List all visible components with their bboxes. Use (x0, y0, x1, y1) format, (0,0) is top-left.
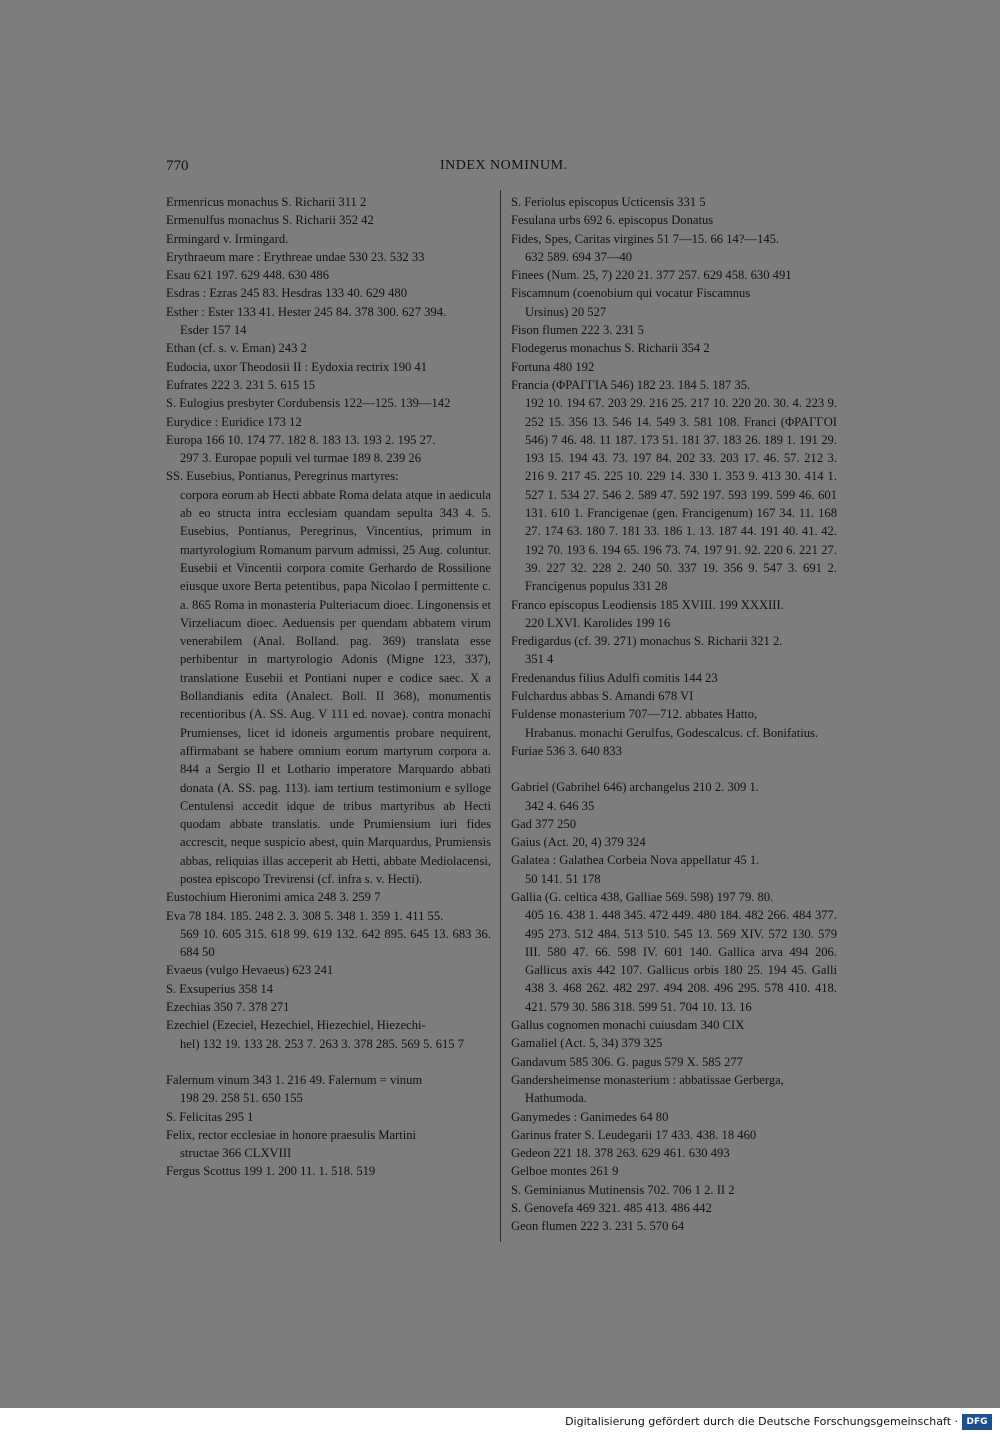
index-entry (511, 1217, 837, 1235)
index-entry (166, 284, 491, 302)
entry-continuation: corpora eorum ab Hecti abbate Roma delata atque in aedicula ab eo structa intra ecclesiam quandam sepulta 343 4. 5. Eusebius, Pontianus, Peregrinus, Vincentius, primum in martyrologium Romanum parvum admissi, 25 Aug. coluntur. Eusebii et Vincentii corpora comite Gerhardo de Rossilione eiusque uxore Berta petentibus, papa Nicolao I permittente c. a. 865 Roma in monasteria Pulteriacum dioec. Lingonensis et Virzeliacum dioec. Aeduensis per quendam abbatem virum venerabilem (Anal. Bolland. pag. 369) translata esse perhibentur in martyrologio Adonis (Migne 123, 337), translatione Eusebii et Pontiani nuper e codice saec. X a Bollandianis edita (Analect. Boll. II 368), monumentis recentioribus (A. SS. Aug. V 111 ed. novae). contra monachi Prumienses, licet id idoneis argumentis probare nequirent, affirmabant se habere omnium eorum martyrum corpora a. 844 a Sergio II et Lothario imperatore Marquardo abbati donata (A. SS. pag. 113). iam tertium testimonium e sylloge Centulensi accedit idque de tribus martyribus ab Hecti quodam abbate translatis. unde Prumiensium iuri fides accrescit, neque suspicio abest, quin Marquardus, Prumiensis abbas, reliquias illas acceperit ab Hetti, abbate Mediolacensi, postea episcopo Trevirensi (cf. infra s. v. Hecti). (180, 487, 491, 886)
index-entry (511, 321, 837, 339)
entry-continuation: structae 366 CLXVIII (180, 1146, 292, 1161)
index-entry (511, 851, 837, 888)
entry-continuation: 192 10. 194 67. 203 29. 216 25. 217 10. 220 20. 30. 4. 223 9. 252 15. 356 13. 546 14. 549 3. 581 108. Franci (ΦΡΑΓΓΟΙ 546) 7 46. 48. 11 187. 173 51. 181 37. 183 26. 189 1. 191 29. 193 15. 194 43. 73. 197 84. 202 33. 203 17. 46. 57. 212 3. 216 9. 217 45. 225 10. 229 14. 330 1. 353 9. 413 30. 414 1. 527 1. 534 27. 546 2. 589 47. 592 197. 593 199. 599 46. 601 131. 610 1. Francigenae (gen. Francigenum) 167 34. 11. 168 27. 174 63. 180 7. 181 33. 186 1. 13. 187 44. 191 40. 41. 42. 192 70. 193 6. 194 65. 196 73. 74. 197 91. 92. 220 6. 221 27. 39. 227 32. 228 2. 240 50. 337 19. 356 9. 547 3. 691 2. Francigenus populus 331 28 (525, 396, 837, 594)
index-entry (511, 339, 837, 357)
entry-head: SS. Eusebius, Pontianus, Peregrinus martyres: (166, 469, 399, 484)
index-entry (166, 961, 491, 979)
entry-head: Esther : Ester 133 41. Hester 245 84. 378 300. 627 394. (166, 304, 447, 319)
entry-head: Fergus Scottus 199 1. 200 11. 1. 518. 519 (166, 1164, 376, 1179)
entry-continuation: 342 4. 646 35 (525, 798, 595, 813)
column-divider (500, 190, 501, 1242)
index-entry (166, 358, 491, 376)
entry-head: Europa 166 10. 174 77. 182 8. 183 13. 193 2. 195 27. (166, 432, 436, 447)
entry-continuation: 632 589. 694 37—40 (525, 249, 633, 264)
entry-head: Garinus frater S. Leudegarii 17 433. 438. 18 460 (511, 1127, 757, 1142)
index-entry (166, 431, 491, 468)
index-entry (511, 669, 837, 687)
entry-head: S. Eulogius presbyter Cordubensis 122—125. 139—142 (166, 396, 451, 411)
entry-head: Esau 621 197. 629 448. 630 486 (166, 268, 330, 283)
index-entry (511, 742, 837, 760)
running-title: INDEX NOMINUM. (440, 158, 568, 173)
index-entry (166, 394, 491, 412)
entry-head: S. Geminianus Mutinensis 702. 706 1 2. II 2 (511, 1182, 735, 1197)
entry-continuation: Hrabanus. monachi Gerulfus, Godescalcus. cf. Bonifatius. (525, 725, 819, 740)
index-entry (166, 888, 491, 906)
index-entry (511, 1162, 837, 1180)
index-entry (511, 833, 837, 851)
index-entry (166, 413, 491, 431)
index-entry (511, 284, 837, 321)
entry-continuation: 297 3. Europae populi vel turmae 189 8. 239 26 (180, 451, 421, 466)
index-entry (511, 1126, 837, 1144)
entry-head: Ezechiel (Ezeciel, Hezechiel, Hiezechiel, Hiezechi- (166, 1018, 426, 1033)
index-entry (511, 1034, 837, 1052)
entry-head: Ezechias 350 7. 378 271 (166, 1000, 290, 1015)
entry-head: Eustochium Hieronimi amica 248 3. 259 7 (166, 890, 381, 905)
index-entry (166, 1016, 491, 1053)
footer-bar (0, 1408, 1000, 1434)
index-entry (166, 211, 491, 229)
index-entry (166, 467, 491, 888)
entry-head: Franco episcopus Leodiensis 185 XVIII. 199 XXXIII. (511, 597, 784, 612)
index-entry (511, 266, 837, 284)
index-entry (166, 248, 491, 266)
entry-head: Falernum vinum 343 1. 216 49. Falernum = vinum (166, 1072, 423, 1087)
entry-head: S. Felicitas 295 1 (166, 1109, 254, 1124)
index-entry (511, 211, 837, 229)
index-entry (166, 266, 491, 284)
entry-head: Fredigardus (cf. 39. 271) monachus S. Richarii 321 2. (511, 634, 783, 649)
index-entry (166, 998, 491, 1016)
entry-head: Eudocia, uxor Theodosii II : Eydoxia rectrix 190 41 (166, 359, 428, 374)
entry-head: Gedeon 221 18. 378 263. 629 461. 630 493 (511, 1146, 730, 1161)
entry-head: Fredenandus filius Adulfi comitis 144 23 (511, 670, 718, 685)
entry-head: Fiscamnum (coenobium qui vocatur Fiscamnus (511, 286, 751, 301)
entry-head: Gabriel (Gabrihel 646) archangelus 210 2. 309 1. (511, 780, 759, 795)
entry-continuation: Hathumoda. (525, 1091, 587, 1106)
index-entry (166, 376, 491, 394)
index-entry (511, 1016, 837, 1034)
index-entry (511, 1071, 837, 1108)
entry-head: Galatea : Galathea Corbeia Nova appellatur 45 1. (511, 853, 760, 868)
entry-head: Gandavum 585 306. G. pagus 579 X. 585 277 (511, 1054, 743, 1069)
entry-head: Ganymedes : Ganimedes 64 80 (511, 1109, 669, 1124)
entry-head: Gad 377 250 (511, 816, 577, 831)
entry-head: Francia (ΦΡΑΓΓΙΑ 546) 182 23. 184 5. 187 35. (511, 377, 751, 392)
entry-head: Gallia (G. celtica 438, Galliae 569. 598) 197 79. 80. (511, 889, 774, 904)
index-entry (511, 193, 837, 211)
index-entry (511, 888, 837, 1016)
index-entry (511, 778, 837, 815)
entry-continuation: 351 4 (525, 652, 554, 667)
entry-head: Fuldense monasterium 707—712. abbates Hatto, (511, 707, 758, 722)
entry-head: Esdras : Ezras 245 83. Hesdras 133 40. 629 480 (166, 286, 407, 301)
entry-head: Eva 78 184. 185. 248 2. 3. 308 5. 348 1. 359 1. 411 55. (166, 908, 444, 923)
entry-head: Fesulana urbs 692 6. episcopus Donatus (511, 213, 714, 228)
index-entry (166, 339, 491, 357)
entry-head: Fison flumen 222 3. 231 5 (511, 323, 644, 338)
index-entry (511, 596, 837, 633)
entry-head: S. Genovefa 469 321. 485 413. 486 442 (511, 1201, 712, 1216)
entry-head: Furiae 536 3. 640 833 (511, 743, 622, 758)
entry-continuation: 220 LXVI. Karolides 199 16 (525, 615, 671, 630)
entry-head: Gallus cognomen monachi cuiusdam 340 CIX (511, 1018, 745, 1033)
entry-head: Ermenricus monachus S. Richarii 311 2 (166, 195, 367, 209)
entry-head: Fulchardus abbas S. Amandi 678 VI (511, 689, 694, 704)
entry-head: Evaeus (vulgo Hevaeus) 623 241 (166, 963, 334, 978)
index-entry (166, 1162, 491, 1180)
entry-head: Geon flumen 222 3. 231 5. 570 64 (511, 1219, 685, 1234)
entry-head: Fortuna 480 192 (511, 359, 595, 374)
index-entry (511, 632, 837, 669)
index-entry (166, 1071, 491, 1108)
entry-head: Felix, rector ecclesiae in honore praesulis Martini (166, 1127, 417, 1142)
entry-head: S. Exsuperius 358 14 (166, 981, 274, 996)
entry-head: Eufrates 222 3. 231 5. 615 15 (166, 377, 316, 392)
index-entry (511, 358, 837, 376)
index-entry (511, 815, 837, 833)
index-entry (166, 1126, 491, 1163)
index-entry (166, 980, 491, 998)
entry-continuation: 198 29. 258 51. 650 155 (180, 1091, 303, 1106)
entry-head: Fides, Spes, Caritas virgines 51 7—15. 66 14?—145. (511, 231, 780, 246)
dfg-logo: DFG (962, 1414, 992, 1430)
footer-credit: Digitalisierung gefördert durch die Deutsche Forschungsgemeinschaft · (565, 1415, 958, 1428)
left-column (166, 193, 491, 1181)
entry-head: S. Feriolus episcopus Ucticensis 331 5 (511, 195, 706, 209)
entry-continuation: Ursinus) 20 527 (525, 304, 607, 319)
entry-head: Gaius (Act. 20, 4) 379 324 (511, 835, 646, 850)
entry-head: Finees (Num. 25, 7) 220 21. 377 257. 629 458. 630 491 (511, 268, 792, 283)
entry-head: Erythraeum mare : Erythreae undae 530 23. 532 33 (166, 249, 425, 264)
entry-head: Eurydice : Euridice 173 12 (166, 414, 302, 429)
entry-head: Gamaliel (Act. 5, 34) 379 325 (511, 1036, 663, 1051)
right-column (511, 193, 837, 1236)
entry-head: Ethan (cf. s. v. Eman) 243 2 (166, 341, 307, 356)
index-entry (511, 376, 837, 596)
index-entry (511, 1144, 837, 1162)
index-entry (166, 907, 491, 962)
index-entry (511, 1181, 837, 1199)
entry-head: Ermenulfus monachus S. Richarii 352 42 (166, 213, 374, 228)
page-number: 770 (166, 158, 189, 174)
entry-continuation: 50 141. 51 178 (525, 871, 601, 886)
index-entry (511, 230, 837, 267)
entry-continuation: Esder 157 14 (180, 323, 247, 338)
index-entry (511, 687, 837, 705)
index-entry (166, 193, 491, 211)
entry-continuation: 569 10. 605 315. 618 99. 619 132. 642 895. 645 13. 683 36. 684 50 (180, 926, 491, 960)
index-entry (511, 1199, 837, 1217)
index-entry (511, 1108, 837, 1126)
entry-head: Gelboe montes 261 9 (511, 1164, 619, 1179)
index-entry (166, 303, 491, 340)
index-entry (511, 705, 837, 742)
entry-continuation: hel) 132 19. 133 28. 253 7. 263 3. 378 285. 569 5. 615 7 (180, 1036, 465, 1051)
entry-head: Gandersheimense monasterium : abbatissae Gerberga, (511, 1072, 784, 1087)
entry-head: Ermingard v. Irmingard. (166, 231, 289, 246)
index-entry (166, 1108, 491, 1126)
index-entry (511, 1053, 837, 1071)
entry-head: Flodegerus monachus S. Richarii 354 2 (511, 341, 710, 356)
index-entry (166, 230, 491, 248)
entry-continuation: 405 16. 438 1. 448 345. 472 449. 480 184. 482 266. 484 377. 495 273. 512 484. 513 510. 545 13. 569 XIV. 572 130. 579 III. 580 47. 66. 598 IV. 601 140. Gallica arva 494 206. Gallicus axis 442 107. Gallicus orbis 180 25. 194 45. Galli 438 3. 468 262. 482 297. 494 208. 496 295. 578 410. 418. 421. 579 30. 586 318. 599 51. 704 10. 13. 16 (525, 908, 837, 1014)
